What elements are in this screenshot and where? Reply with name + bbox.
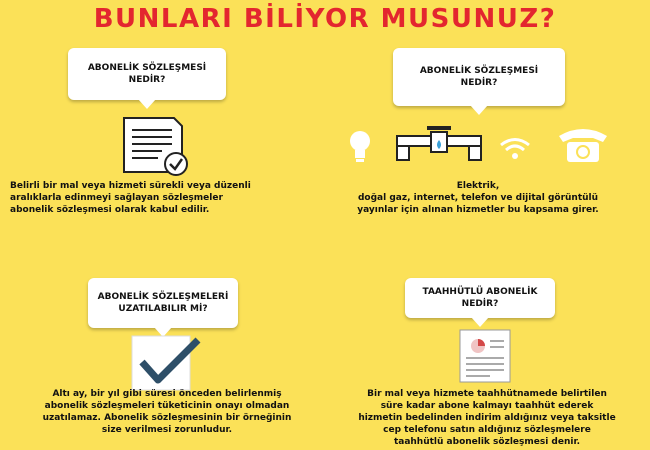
question-1-text: ABONELİK SÖZLEŞMESİ NEDİR?: [87, 63, 207, 85]
contract-check-icon: [118, 112, 198, 182]
answer-2-text: Elektrik, doğal gaz, internet, telefon ve dijital görüntülü yayınlar için alınan hizmetler bu kapsama girer.: [357, 181, 599, 215]
page-title: BUNLARI BİLİYOR MUSUNUZ?: [93, 4, 557, 34]
lightbulb-icon: [345, 128, 375, 170]
question-bubble-3: [88, 278, 238, 328]
wifi-icon: [498, 134, 532, 166]
question-2-text: ABONELİK SÖZLEŞMESİ NEDİR?: [419, 66, 539, 88]
answer-4-text: Bir mal veya hizmete taahhütnamede belirtilen süre kadar abone kalmayı taahhüt ederek hizmetin bedelinden indirim aldığınız veya taksitle cep telefonu satın aldığınız sözleşmelere taahhütlü abonelik sözleşmesi denir.: [358, 389, 616, 447]
telephone-icon: [555, 124, 611, 170]
answer-3-text: Altı ay, bir yıl gibi süresi önceden belirlenmiş abonelik sözleşmeleri tüketicinin onayı olmadan uzatılamaz. Abonelik sözleşmesinin bir örneğinin size verilmesi zorunludur.: [42, 389, 292, 435]
question-4-text: TAAHHÜTLÜ ABONELİK NEDİR?: [422, 287, 538, 309]
answer-1-text: Belirli bir mal veya hizmeti sürekli veya düzenli aralıklarla edinmeyi sağlayan sözleşmeler abonelik sözleşmesi olarak kabul edilir.: [10, 181, 251, 215]
report-document-icon: [450, 328, 528, 388]
question-bubble-2: [393, 48, 565, 106]
question-bubble-1: [68, 48, 226, 100]
question-3-text: ABONELİK SÖZLEŞMELERİ UZATILABILIR Mİ?: [97, 292, 229, 314]
question-bubble-4: [405, 278, 555, 318]
gas-pipe-icon: [393, 124, 485, 168]
